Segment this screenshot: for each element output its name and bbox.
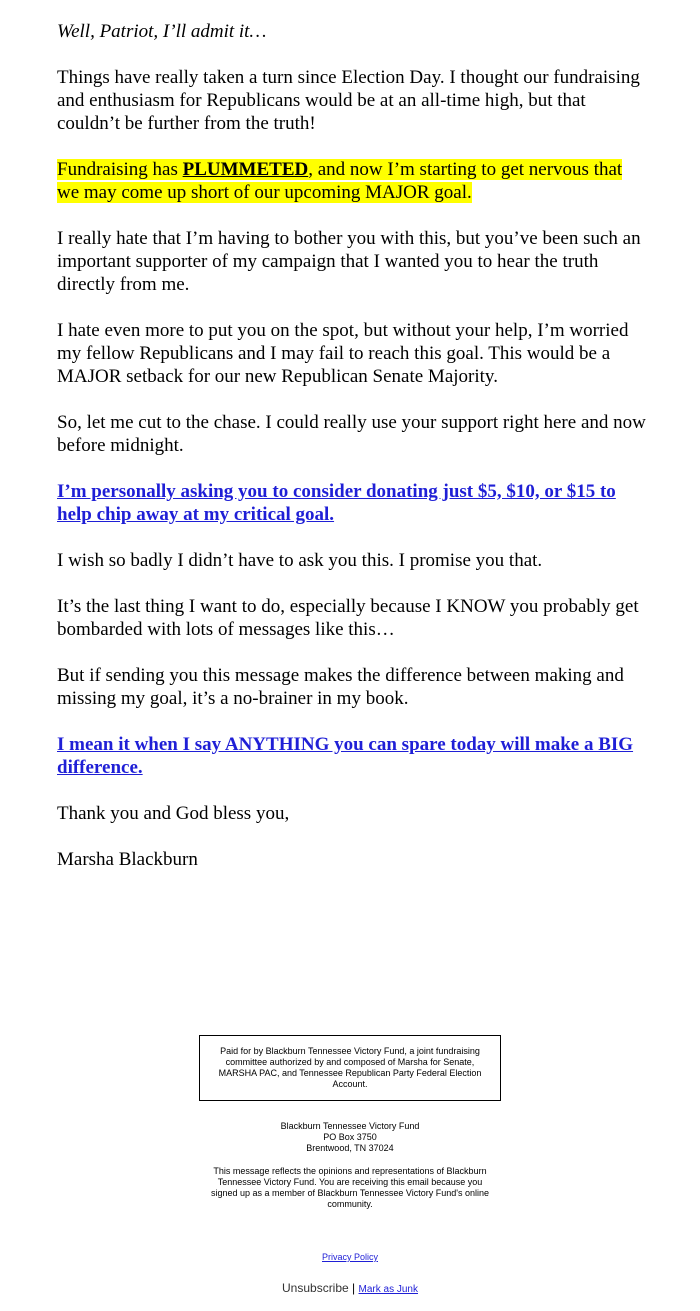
paragraph-plummeted <box>57 158 647 204</box>
address-name: Blackburn Tennessee Victory Fund <box>280 1121 420 1131</box>
paragraph-last-thing: It’s the last thing I want to do, especially because I KNOW you probably get bombarded with lots of messages like this… <box>57 596 639 640</box>
unsubscribe-link[interactable]: Unsubscribe <box>282 1281 349 1295</box>
paragraph-chase: So, let me cut to the chase. I could really use your support right here and now before midnight. <box>57 412 646 456</box>
address-line1: PO Box 3750 <box>323 1132 377 1142</box>
unsubscribe-row <box>0 1281 700 1297</box>
separator: | <box>352 1281 356 1295</box>
mark-as-junk-link[interactable]: Mark as Junk <box>358 1284 418 1295</box>
mailing-address <box>0 1121 700 1154</box>
paid-for-disclaimer: Paid for by Blackburn Tennessee Victory Fund, a joint fundraising committee authorized by and composed of Marsha for Senate, MARSHA PAC, and Tennessee Republican Party Federal Election Account. <box>199 1035 501 1101</box>
signoff: Thank you and God bless you, <box>57 803 290 824</box>
paragraph-election-day: Things have really taken a turn since Election Day. I thought our fundraising and enthusiasm for Republicans would be at an all-time high, but that couldn’t be further from the truth! <box>57 67 640 134</box>
paragraph-wish: I wish so badly I didn’t have to ask you this. I promise you that. <box>57 550 543 571</box>
email-footer <box>0 1035 700 1297</box>
greeting: Well, Patriot, I’ll admit it… <box>57 21 267 42</box>
paragraph-spot: I hate even more to put you on the spot, but without your help, I’m worried my fellow Republicans and I may fail to reach this goal. This would be a MAJOR setback for our new Republican Senate Majority. <box>57 320 629 387</box>
donate-link-secondary[interactable]: I mean it when I say ANYTHING you can spare today will make a BIG difference. <box>57 734 634 778</box>
address-line2: Brentwood, TN 37024 <box>306 1143 394 1153</box>
paragraph-no-brainer: But if sending you this message makes the difference between making and missing my goal, it’s a no-brainer in my book. <box>57 665 624 709</box>
privacy-policy-link[interactable]: Privacy Policy <box>321 1252 378 1262</box>
plummeted-emphasis: PLUMMETED <box>182 159 309 180</box>
legal-notice: This message reflects the opinions and representations of Blackburn Tennessee Victory Fund. You are receiving this email because you signed up as a member of Blackburn Tennessee Victory Fund's online community. <box>210 1166 490 1209</box>
donate-link-primary[interactable]: I’m personally asking you to consider donating just $5, $10, or $15 to help chip away at my critical goal. <box>57 481 616 525</box>
email-body <box>57 20 647 894</box>
highlighted-text: Fundraising has PLUMMETED, and now I’m starting to get nervous that we may come up short of our upcoming MAJOR goal. <box>57 159 623 203</box>
signature: Marsha Blackburn <box>57 849 198 870</box>
paragraph-bother: I really hate that I’m having to bother you with this, but you’ve been such an important supporter of my campaign that I wanted you to hear the truth directly from me. <box>57 228 641 295</box>
